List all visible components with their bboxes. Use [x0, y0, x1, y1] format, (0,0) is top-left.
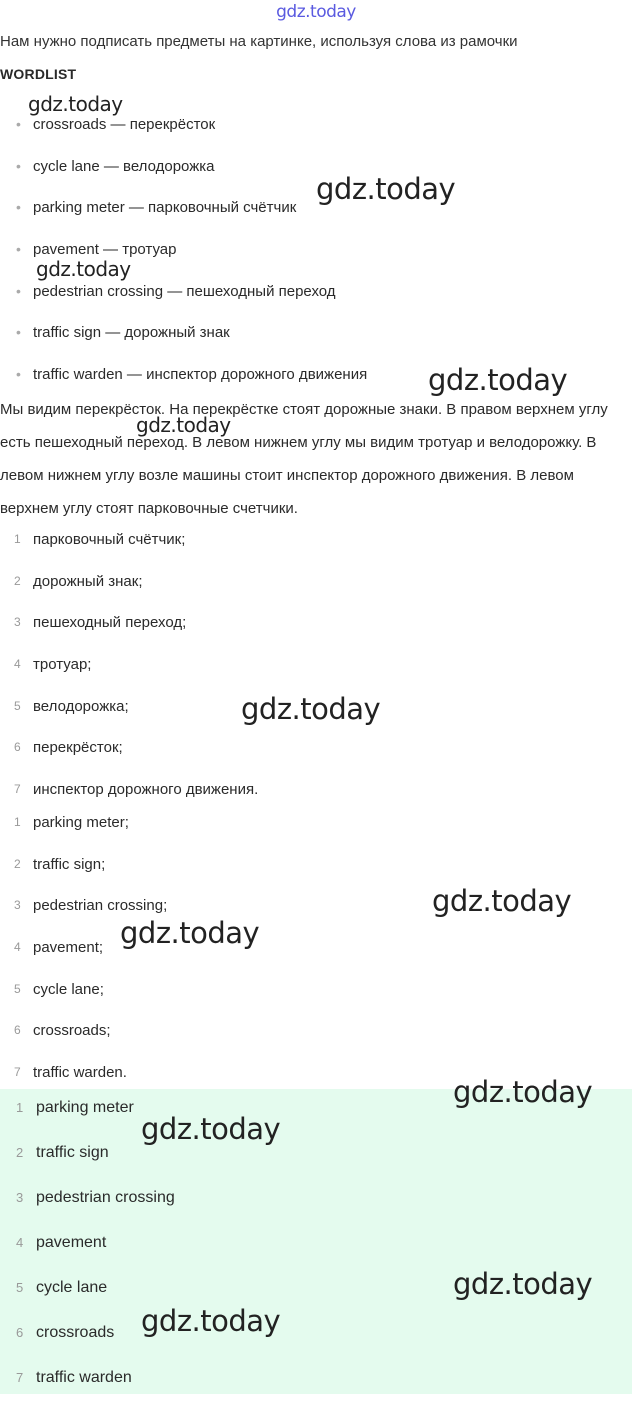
item-number: 5 — [14, 698, 21, 713]
list-item-text: crossroads; — [33, 1022, 111, 1040]
watermark: gdz.today — [141, 1304, 281, 1338]
list-item-text: traffic sign — дорожный знак — [33, 324, 230, 342]
list-item — [0, 602, 632, 644]
item-number: 2 — [14, 856, 21, 871]
list-item — [0, 1359, 632, 1404]
list-item — [0, 519, 632, 561]
list-item-text: traffic sign; — [33, 855, 106, 873]
item-number: 4 — [16, 1235, 24, 1250]
bullet-icon: • — [16, 366, 21, 383]
task-text: Нам нужно подписать предметы на картинке, используя слова из рамочки — [0, 33, 518, 50]
item-number: 1 — [14, 815, 21, 829]
list-item-text: crossroads — перекрёсток — [33, 116, 216, 133]
list-item — [0, 844, 632, 886]
watermark: gdz.today — [428, 363, 568, 397]
list-item-text: pedestrian crossing — [36, 1189, 175, 1206]
wordlist-heading: WORDLIST — [0, 66, 77, 82]
item-number: 1 — [14, 532, 21, 546]
bullet-icon: • — [16, 282, 21, 299]
list-item — [0, 969, 632, 1011]
list-item — [0, 561, 632, 603]
watermark: gdz.today — [241, 692, 381, 726]
item-number: 5 — [16, 1280, 24, 1295]
list-item — [0, 1224, 632, 1269]
watermark: gdz.today — [432, 884, 572, 918]
watermark: gdz.today — [120, 916, 260, 950]
watermark: gdz.today — [36, 257, 131, 281]
list-item-text: pavement; — [33, 939, 104, 957]
list-item-text: parking meter — парковочный счётчик — [33, 199, 297, 217]
list-item-text: traffic warden — [36, 1369, 132, 1386]
english-list — [0, 802, 632, 1094]
list-item — [0, 1010, 632, 1052]
item-number: 7 — [16, 1370, 24, 1385]
list-item — [0, 927, 632, 969]
bullet-icon: • — [16, 199, 21, 216]
list-item-text: traffic warden. — [33, 1064, 127, 1082]
list-item-text: тротуар; — [33, 656, 92, 674]
bullet-icon: • — [16, 241, 21, 258]
list-item — [0, 1179, 632, 1224]
list-item-text: парковочный счётчик; — [33, 531, 186, 548]
item-number: 4 — [14, 657, 21, 672]
list-item-text: crossroads — [36, 1324, 115, 1341]
item-number: 7 — [14, 1065, 21, 1080]
list-item-text: пешеходный переход; — [33, 614, 187, 632]
list-item — [0, 1134, 632, 1179]
list-item — [0, 1314, 632, 1359]
russian-list — [0, 519, 632, 811]
answer-list — [0, 1089, 632, 1404]
bullet-icon: • — [16, 157, 21, 174]
watermark: gdz.today — [453, 1075, 593, 1109]
list-item-text: cycle lane — велодорожка — [33, 157, 215, 175]
site-logo[interactable]: gdz.today — [276, 2, 356, 22]
list-item-text: traffic warden — инспектор дорожного движения — [33, 366, 368, 384]
bullet-icon: • — [16, 324, 21, 341]
item-number: 2 — [16, 1145, 24, 1160]
bullet-icon: • — [16, 116, 21, 132]
item-number: 3 — [14, 898, 21, 913]
list-item-text: parking meter; — [33, 814, 129, 831]
item-number: 6 — [14, 1023, 21, 1038]
answer-block — [0, 1089, 632, 1394]
list-item — [0, 312, 632, 354]
watermark: gdz.today — [28, 92, 123, 116]
list-item — [0, 644, 632, 686]
watermark: gdz.today — [453, 1267, 593, 1301]
item-number: 3 — [14, 615, 21, 630]
list-item-text: pedestrian crossing; — [33, 897, 168, 915]
list-item-text: инспектор дорожного движения. — [33, 781, 259, 799]
list-item-text: дорожный знак; — [33, 572, 143, 590]
watermark: gdz.today — [316, 172, 456, 206]
description-paragraph: Мы видим перекрёсток. На перекрёстке стоят дорожные знаки. В правом верхнем углу есть пешеходный переход. В левом нижнем углу мы видим тротуар и велодорожку. В левом нижнем углу возле машины стоит инспектор дорожного движения. В левом верхнем углу стоят парковочные счетчики. — [0, 401, 608, 517]
item-number: 1 — [16, 1100, 24, 1115]
list-item-text: parking meter — [36, 1099, 134, 1116]
wordlist — [0, 104, 632, 396]
list-item-text: cycle lane — [36, 1279, 108, 1296]
item-number: 3 — [16, 1190, 24, 1205]
watermark: gdz.today — [141, 1112, 281, 1146]
item-number: 6 — [14, 740, 21, 755]
item-number: 7 — [14, 782, 21, 797]
list-item-text: pavement — тротуар — [33, 241, 177, 259]
list-item-text: cycle lane; — [33, 980, 104, 998]
list-item-text: pedestrian crossing — пешеходный переход — [33, 282, 336, 300]
item-number: 6 — [16, 1325, 24, 1340]
item-number: 5 — [14, 981, 21, 996]
list-item — [0, 727, 632, 769]
watermark: gdz.today — [136, 413, 231, 437]
list-item-text: велодорожка; — [33, 697, 129, 715]
item-number: 4 — [14, 940, 21, 955]
item-number: 2 — [14, 573, 21, 588]
list-item-text: pavement — [36, 1234, 107, 1251]
list-item-text: перекрёсток; — [33, 739, 123, 757]
list-item-text: traffic sign — [36, 1144, 109, 1161]
list-item — [0, 802, 632, 844]
